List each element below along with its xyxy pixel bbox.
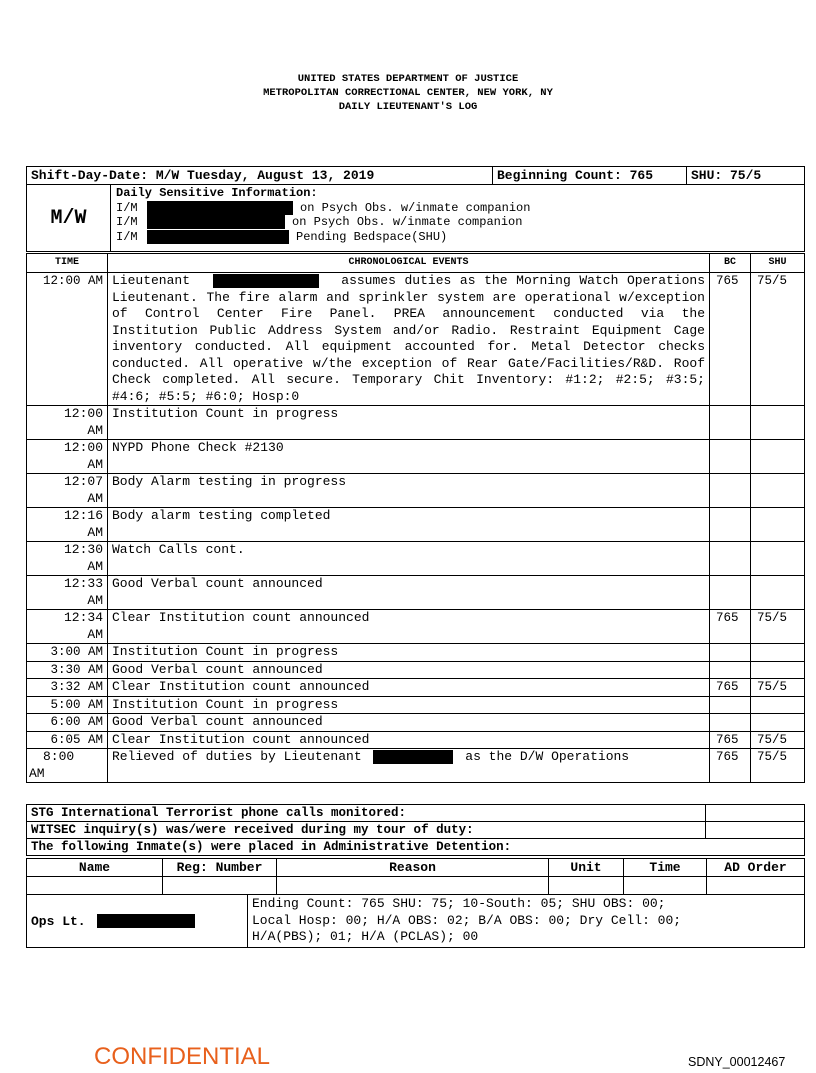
event-text: Lieutenant assumes duties as the Morning Watch Operations Lieutenant. The fire alarm and sprinkler system are operational w/exception of Control Center Fire Panel. PREA announcement conducted via the Institution Public Address System and/or Radio. Restraint Equipment Cage inventory conducted. All equipment accounted for. Metal Detector checks conducted. All operative w/the exception of Rear Gate/Facilities/R&D. Roof Check completed. All secure. Temporary Chit Inventory: #1:2; #2:5; #3:5; #4:6; #5:5; #6:0; Hosp:0 (108, 273, 710, 406)
ending-count-cell (248, 895, 805, 948)
log-title: DAILY LIEUTENANT'S LOG (338, 101, 478, 113)
beginning-count: Beginning Count: 765 (493, 167, 687, 185)
ending-count-line: Local Hosp: 00; H/A OBS: 02; B/A OBS: 00; Dry Cell: 00; (252, 912, 682, 928)
shu-header: SHU (751, 254, 805, 273)
reg-number-header: Reg: Number (163, 859, 277, 877)
table-row (27, 576, 805, 610)
event-time: 12:00 AM (27, 273, 108, 406)
admin-detention-label: The following Inmate(s) were placed in Administrative Detention: (27, 839, 805, 856)
closing-table (26, 894, 805, 948)
event-bc: 765 (710, 731, 751, 749)
sensitive-row: I/M on Psych Obs. w/inmate companion (116, 215, 523, 230)
event-text: Body alarm testing completed (108, 508, 710, 542)
redaction-bar (97, 914, 195, 928)
event-text: Good Verbal count announced (108, 714, 710, 732)
event-bc (710, 714, 751, 732)
event-text: NYPD Phone Check #2130 (108, 440, 710, 474)
event-time: 5:00 AM (27, 696, 108, 714)
event-time: 12:00 AM (27, 406, 108, 440)
sensitive-row: I/M Pending Bedspace(SHU) (116, 230, 448, 245)
table-row (27, 714, 805, 732)
event-shu (751, 714, 805, 732)
event-bc (710, 696, 751, 714)
event-shu: 75/5 (751, 273, 805, 406)
table-row (27, 644, 805, 662)
event-shu: 75/5 (751, 731, 805, 749)
table-row (27, 749, 805, 783)
ending-count-line: Ending Count: 765 SHU: 75; 10-South: 05; SHU OBS: 00; (252, 896, 666, 912)
event-time: 8:00 AM (27, 749, 108, 783)
event-bc (710, 542, 751, 576)
sensitive-info-cell (111, 185, 805, 252)
event-bc: 765 (710, 273, 751, 406)
event-bc (710, 661, 751, 679)
event-shu: 75/5 (751, 679, 805, 697)
shu-count: SHU: 75/5 (687, 167, 805, 185)
witsec-label: WITSEC inquiry(s) was/were received during my tour of duty: (27, 822, 706, 839)
event-shu (751, 542, 805, 576)
event-shu (751, 474, 805, 508)
witsec-value (706, 822, 805, 839)
event-bc (710, 440, 751, 474)
chronological-log-table (26, 253, 805, 783)
event-text: Clear Institution count announced (108, 610, 710, 644)
table-row (27, 508, 805, 542)
event-time: 12:16 AM (27, 508, 108, 542)
event-bc: 765 (710, 749, 751, 783)
table-row (27, 696, 805, 714)
unit-header: Unit (549, 859, 624, 877)
document-header (0, 72, 816, 114)
sensitive-title: Daily Sensitive Information: (116, 186, 318, 200)
event-text: Good Verbal count announced (108, 661, 710, 679)
event-shu (751, 406, 805, 440)
event-time: 12:34 AM (27, 610, 108, 644)
event-text: Institution Count in progress (108, 406, 710, 440)
redaction-bar (147, 201, 293, 215)
sensitive-info-table (26, 184, 805, 252)
event-bc (710, 406, 751, 440)
time-header: Time (624, 859, 707, 877)
redaction-bar (147, 230, 289, 244)
ad-order-header: AD Order (707, 859, 805, 877)
event-bc (710, 508, 751, 542)
table-row (27, 273, 805, 406)
event-time: 12:33 AM (27, 576, 108, 610)
reason-header: Reason (277, 859, 549, 877)
detention-table (26, 858, 805, 895)
time-header: TIME (27, 254, 108, 273)
table-row (27, 542, 805, 576)
table-row (27, 406, 805, 440)
event-time: 3:00 AM (27, 644, 108, 662)
table-row (27, 679, 805, 697)
event-bc: 765 (710, 610, 751, 644)
table-row (27, 610, 805, 644)
facility-line: METROPOLITAN CORRECTIONAL CENTER, NEW YORK, NY (263, 87, 553, 99)
event-text: Institution Count in progress (108, 696, 710, 714)
event-time: 3:30 AM (27, 661, 108, 679)
event-shu (751, 644, 805, 662)
event-bc (710, 644, 751, 662)
bc-header: BC (710, 254, 751, 273)
event-time: 12:00 AM (27, 440, 108, 474)
table-row (27, 877, 805, 895)
ops-lt-cell (27, 895, 248, 948)
stg-calls-label: STG International Terrorist phone calls monitored: (27, 805, 706, 822)
event-bc (710, 474, 751, 508)
redaction-bar (373, 750, 453, 764)
event-time: 12:07 AM (27, 474, 108, 508)
event-text: Watch Calls cont. (108, 542, 710, 576)
event-text: Institution Count in progress (108, 644, 710, 662)
ops-lt-label: Ops Lt. (31, 913, 86, 929)
event-shu: 75/5 (751, 749, 805, 783)
ending-count-line: H/A(PBS); 01; H/A (PCLAS); 00 (252, 929, 479, 945)
event-shu (751, 661, 805, 679)
event-shu (751, 440, 805, 474)
agency-line: UNITED STATES DEPARTMENT OF JUSTICE (297, 73, 519, 85)
event-shu (751, 576, 805, 610)
bates-number: SDNY_00012467 (688, 1055, 786, 1069)
event-time: 6:00 AM (27, 714, 108, 732)
event-shu: 75/5 (751, 610, 805, 644)
name-header: Name (27, 859, 163, 877)
table-row (27, 731, 805, 749)
table-row (27, 440, 805, 474)
events-header: CHRONOLOGICAL EVENTS (108, 254, 710, 273)
redaction-bar (147, 215, 285, 229)
table-row (27, 474, 805, 508)
event-text: Body Alarm testing in progress (108, 474, 710, 508)
event-text: Clear Institution count announced (108, 679, 710, 697)
shift-info-table (26, 166, 805, 185)
event-bc (710, 576, 751, 610)
event-shu (751, 696, 805, 714)
table-row (27, 661, 805, 679)
shift-code: M/W (27, 185, 111, 252)
event-time: 3:32 AM (27, 679, 108, 697)
redaction-bar (213, 274, 319, 288)
event-text: Clear Institution count announced (108, 731, 710, 749)
event-time: 12:30 AM (27, 542, 108, 576)
event-text: Good Verbal count announced (108, 576, 710, 610)
sensitive-row: I/M on Psych Obs. w/inmate companion (116, 200, 531, 215)
event-shu (751, 508, 805, 542)
summary-table (26, 804, 805, 856)
stg-calls-value (706, 805, 805, 822)
event-text: Relieved of duties by Lieutenant as the D/W Operations (108, 749, 710, 783)
event-bc: 765 (710, 679, 751, 697)
shift-day-date: Shift-Day-Date: M/W Tuesday, August 13, 2019 (27, 167, 493, 185)
confidential-stamp: CONFIDENTIAL (94, 1043, 271, 1070)
event-time: 6:05 AM (27, 731, 108, 749)
